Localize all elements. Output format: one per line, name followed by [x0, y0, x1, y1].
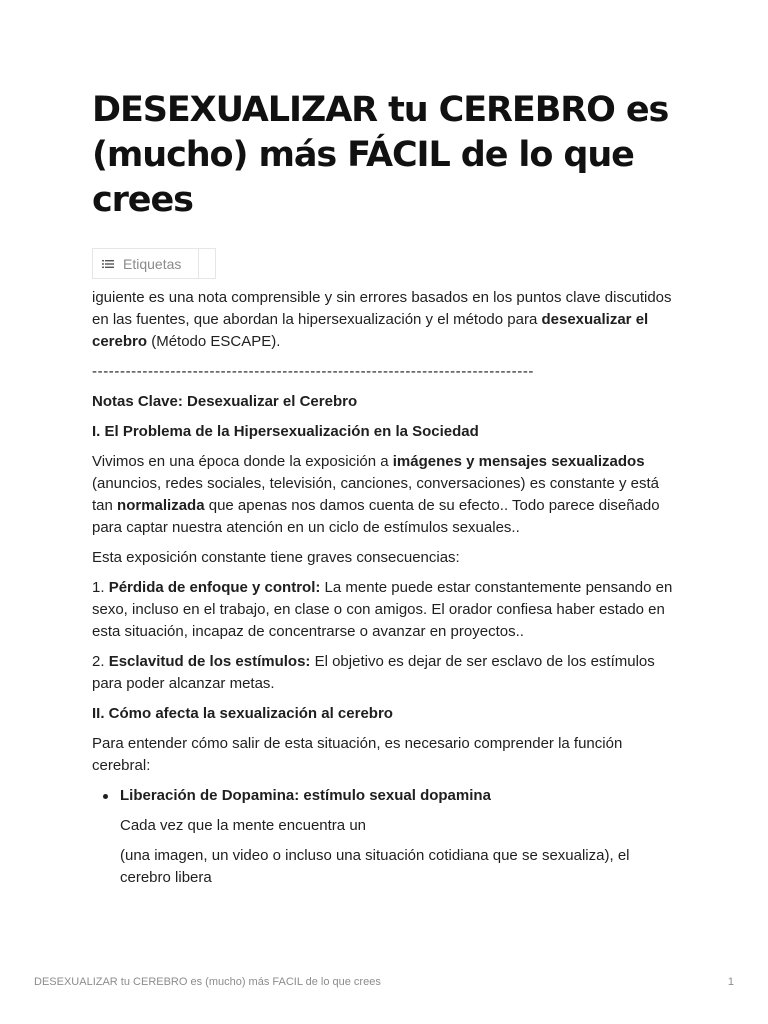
s1-text-b: (anuncios, redes sociales, televisión, canciones, conversaciones) es constante y está tan: [92, 475, 659, 514]
page-footer: [34, 976, 734, 988]
intro-bold: desexualizar el cerebro: [92, 311, 649, 350]
item-2-bold: Esclavitud de los estímulos:: [108, 653, 311, 670]
notes-heading: Notas Clave: Desexualizar el Cerebro: [92, 393, 358, 410]
item-1-bold: Pérdida de enfoque y control:: [108, 579, 321, 596]
bullet-dot: [103, 794, 108, 799]
page-number: 1: [727, 976, 734, 988]
bullet-list: [102, 785, 682, 807]
item-1-text: La mente puede estar constantemente pensando en sexo, incluso en el trabajo, en clase o con amigos. El orador confiesa haber estado en esta situación, incapaz de concentrarse o avanzar en proyectos..: [92, 579, 673, 640]
item-2-number: 2.: [92, 653, 109, 670]
section-2-heading: II. Cómo afecta la sexualización al cerebro: [92, 705, 393, 722]
dashed-divider: -------------------------------------------------------------------------------: [92, 363, 535, 380]
sub-paragraph-1: Cada vez que la mente encuentra un: [120, 817, 366, 834]
section-1-heading: I. El Problema de la Hipersexualización en la Sociedad: [92, 423, 479, 440]
intro-paragraph: [92, 287, 682, 353]
document-body: [92, 287, 682, 897]
item-2-text: El objetivo es dejar de ser esclavo de los estímulos para poder alcanzar metas.: [92, 653, 655, 692]
sub-paragraph-2: (una imagen, un video o incluso una situación cotidiana que se sexualiza), el cerebro libera: [120, 847, 630, 886]
bullet-1-text: Liberación de Dopamina: estímulo sexual dopamina: [120, 787, 491, 804]
tags-divider: [198, 249, 199, 278]
tags-label: Etiquetas: [123, 255, 182, 272]
intro-text: iguiente es una nota comprensible y sin errores basados en los puntos clave discutidos en las fuentes, que abordan la hipersexualización y el método para: [92, 289, 672, 328]
list-icon: [93, 259, 123, 269]
page-title: DESEXUALIZAR tu CEREBRO es (mucho) más FÁCIL de lo que crees: [92, 90, 669, 220]
item-1-number: 1.: [92, 579, 109, 596]
section-1-paragraph: [92, 451, 682, 539]
numbered-item-1: [92, 577, 682, 643]
s1-text-a: Vivimos en una época donde la exposición a: [92, 453, 393, 470]
s1-bold-b: normalizada: [117, 497, 205, 514]
list-item: [102, 785, 682, 807]
tags-button[interactable]: [92, 248, 216, 279]
s1-bold-a: imágenes y mensajes sexualizados: [392, 453, 645, 470]
section-2-paragraph: Para entender cómo salir de esta situación, es necesario comprender la función cerebral:: [92, 735, 623, 774]
consequences-paragraph: Esta exposición constante tiene graves consecuencias:: [92, 549, 460, 566]
numbered-item-2: [92, 651, 682, 695]
footer-title: DESEXUALIZAR tu CEREBRO es (mucho) más FACIL de lo que crees: [34, 976, 381, 988]
s1-text-c: que apenas nos damos cuenta de su efecto.. Todo parece diseñado para captar nuestra atención en un ciclo de estímulos sexuales..: [92, 497, 660, 536]
intro-text-end: (Método ESCAPE).: [147, 333, 281, 350]
